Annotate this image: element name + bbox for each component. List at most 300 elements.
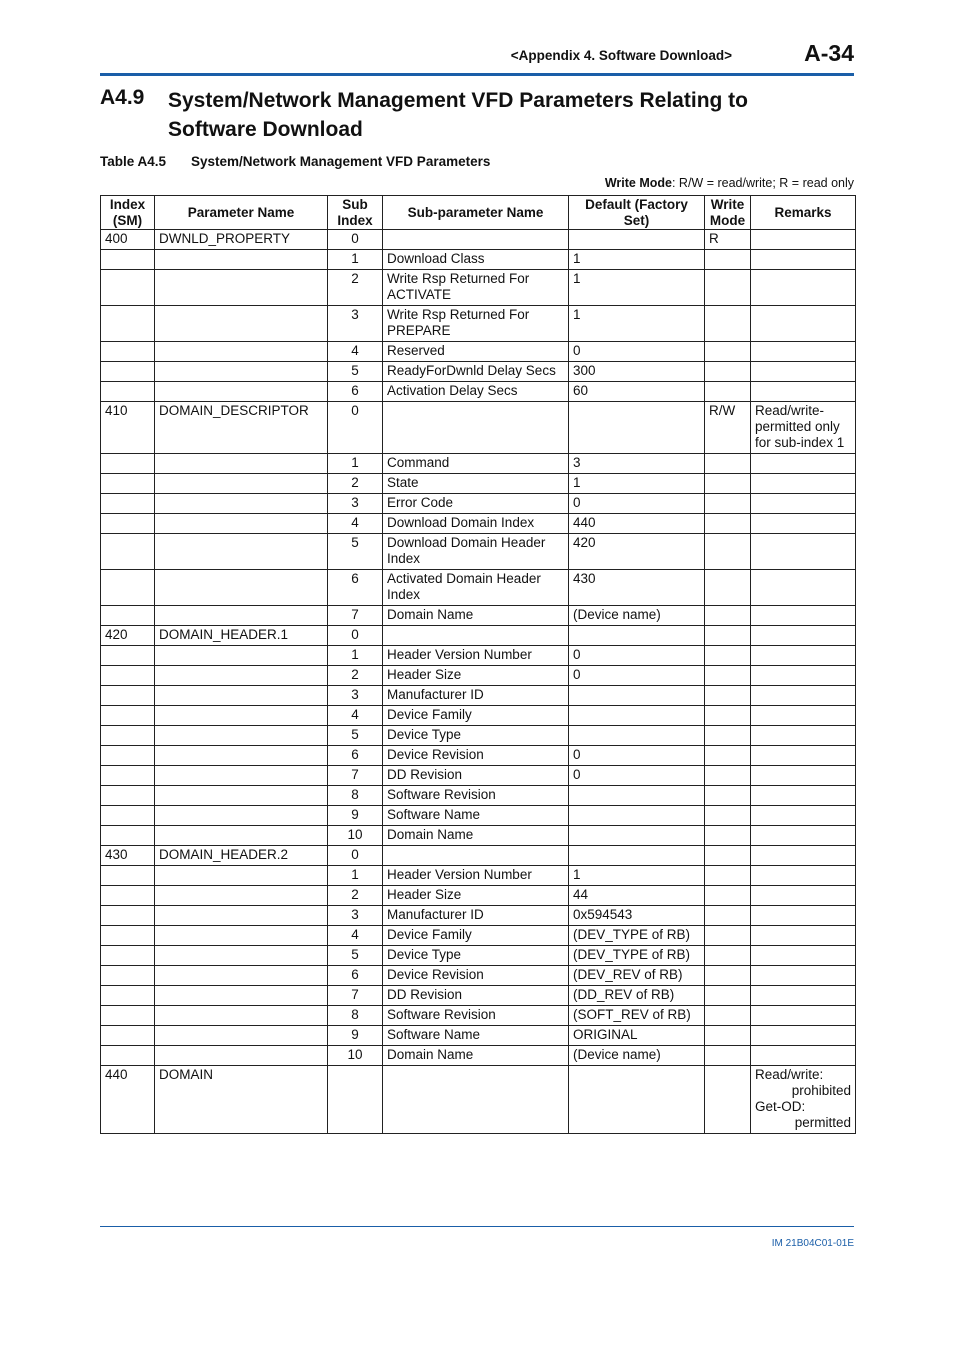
write-mode-cell (705, 454, 751, 474)
index-cell (101, 570, 155, 606)
default-cell (569, 626, 705, 646)
sub-index-cell: 6 (328, 966, 383, 986)
table-row (101, 454, 856, 474)
sub-index-cell: 3 (328, 686, 383, 706)
sub-parameter-name-cell: Download Domain Index (383, 514, 569, 534)
parameter-name-cell (155, 726, 328, 746)
remarks-cell (751, 726, 856, 746)
table-caption (100, 154, 490, 169)
index-cell (101, 806, 155, 826)
table-row (101, 886, 856, 906)
sub-parameter-name-cell: Manufacturer ID (383, 906, 569, 926)
table-row (101, 906, 856, 926)
sub-parameter-name-cell: Device Family (383, 706, 569, 726)
remarks-cell (751, 1046, 856, 1066)
sub-index-cell: 5 (328, 946, 383, 966)
write-mode-note (500, 176, 854, 190)
default-cell (569, 726, 705, 746)
default-cell: ORIGINAL (569, 1026, 705, 1046)
parameter-name-cell: DOMAIN_HEADER.2 (155, 846, 328, 866)
parameter-name-cell (155, 534, 328, 570)
parameter-name-cell: DOMAIN (155, 1066, 328, 1134)
table-row (101, 570, 856, 606)
table-caption-number: Table A4.5 (100, 154, 167, 169)
column-header: Sub Index (328, 196, 383, 230)
remarks-cell (751, 846, 856, 866)
table-row (101, 342, 856, 362)
sub-parameter-name-cell: DD Revision (383, 986, 569, 1006)
index-cell (101, 646, 155, 666)
write-mode-cell (705, 686, 751, 706)
write-mode-cell (705, 666, 751, 686)
table-row (101, 534, 856, 570)
default-cell: 0 (569, 646, 705, 666)
column-header: Write Mode (705, 196, 751, 230)
index-cell: 430 (101, 846, 155, 866)
index-cell (101, 986, 155, 1006)
remarks-cell (751, 270, 856, 306)
write-mode-cell (705, 886, 751, 906)
index-cell (101, 666, 155, 686)
sub-index-cell: 3 (328, 906, 383, 926)
index-cell (101, 514, 155, 534)
index-cell (101, 946, 155, 966)
table-row (101, 746, 856, 766)
default-cell (569, 706, 705, 726)
write-mode-cell (705, 806, 751, 826)
parameter-name-cell: DOMAIN_HEADER.1 (155, 626, 328, 646)
write-mode-cell (705, 534, 751, 570)
sub-index-cell: 1 (328, 454, 383, 474)
sub-parameter-name-cell: DD Revision (383, 766, 569, 786)
index-cell (101, 250, 155, 270)
sub-index-cell: 1 (328, 250, 383, 270)
index-cell (101, 1026, 155, 1046)
table-row (101, 646, 856, 666)
remarks-cell (751, 534, 856, 570)
index-cell (101, 706, 155, 726)
table-row (101, 806, 856, 826)
write-mode-text: : R/W = read/write; R = read only (671, 176, 854, 190)
sub-index-cell: 6 (328, 746, 383, 766)
sub-parameter-name-cell: Software Revision (383, 1006, 569, 1026)
write-mode-cell (705, 250, 751, 270)
sub-parameter-name-cell: Device Family (383, 926, 569, 946)
sub-parameter-name-cell: Reserved (383, 342, 569, 362)
index-cell (101, 454, 155, 474)
index-cell: 440 (101, 1066, 155, 1134)
write-mode-cell (705, 270, 751, 306)
write-mode-cell: R/W (705, 402, 751, 454)
table-row (101, 666, 856, 686)
sub-index-cell: 4 (328, 514, 383, 534)
default-cell (569, 786, 705, 806)
table-row (101, 514, 856, 534)
remarks-cell (751, 382, 856, 402)
write-mode-cell (705, 946, 751, 966)
sub-parameter-name-cell: Header Size (383, 886, 569, 906)
write-mode-cell (705, 474, 751, 494)
parameter-name-cell (155, 646, 328, 666)
write-mode-cell (705, 570, 751, 606)
column-header: Parameter Name (155, 196, 328, 230)
column-header: Index (SM) (101, 196, 155, 230)
index-cell: 410 (101, 402, 155, 454)
parameter-name-cell (155, 606, 328, 626)
write-mode-cell (705, 1026, 751, 1046)
index-cell (101, 926, 155, 946)
remarks-cell (751, 966, 856, 986)
parameter-name-cell (155, 454, 328, 474)
sub-parameter-name-cell: State (383, 474, 569, 494)
sub-parameter-name-cell: Write Rsp Returned For PREPARE (383, 306, 569, 342)
write-mode-cell (705, 826, 751, 846)
section-title: System/Network Management VFD Parameters Relating to Software Download (168, 89, 749, 141)
index-cell (101, 362, 155, 382)
remarks-cell (751, 1026, 856, 1046)
parameter-name-cell (155, 746, 328, 766)
remarks-cell (751, 1006, 856, 1026)
sub-index-cell: 0 (328, 230, 383, 250)
remarks-cell (751, 706, 856, 726)
sub-index-cell: 9 (328, 806, 383, 826)
table-row (101, 726, 856, 746)
remarks-cell (751, 686, 856, 706)
default-cell: 1 (569, 250, 705, 270)
remarks-cell (751, 626, 856, 646)
sub-index-cell: 2 (328, 886, 383, 906)
index-cell (101, 786, 155, 806)
remarks-cell (751, 454, 856, 474)
sub-parameter-name-cell: Domain Name (383, 606, 569, 626)
table-row (101, 382, 856, 402)
remarks-cell (751, 866, 856, 886)
sub-parameter-name-cell: Error Code (383, 494, 569, 514)
default-cell (569, 402, 705, 454)
table-row (101, 270, 856, 306)
remarks-cell (751, 946, 856, 966)
sub-index-cell (328, 1066, 383, 1134)
table-row (101, 946, 856, 966)
write-mode-cell (705, 646, 751, 666)
remarks-cell (751, 362, 856, 382)
default-cell: 1 (569, 866, 705, 886)
parameter-name-cell (155, 342, 328, 362)
parameter-name-cell (155, 906, 328, 926)
default-cell: (DD_REV of RB) (569, 986, 705, 1006)
header-rule (100, 73, 854, 76)
write-mode-cell (705, 706, 751, 726)
sub-parameter-name-cell: Software Revision (383, 786, 569, 806)
write-mode-cell (705, 306, 751, 342)
remarks-line: prohibited (791, 1083, 851, 1098)
parameter-name-cell (155, 494, 328, 514)
parameter-name-cell (155, 270, 328, 306)
index-cell (101, 906, 155, 926)
table-header-row (101, 196, 856, 230)
default-cell: 3 (569, 454, 705, 474)
default-cell: 60 (569, 382, 705, 402)
default-cell: 440 (569, 514, 705, 534)
index-cell (101, 886, 155, 906)
sub-index-cell: 5 (328, 534, 383, 570)
sub-parameter-name-cell: Activated Domain Header Index (383, 570, 569, 606)
write-mode-cell (705, 766, 751, 786)
parameter-name-cell: DWNLD_PROPERTY (155, 230, 328, 250)
sub-parameter-name-cell: Download Class (383, 250, 569, 270)
remarks-line: Get-OD: (755, 1099, 806, 1114)
sub-parameter-name-cell: Device Type (383, 946, 569, 966)
index-cell (101, 686, 155, 706)
table-row (101, 966, 856, 986)
sub-index-cell: 5 (328, 726, 383, 746)
index-cell (101, 306, 155, 342)
write-mode-cell (705, 866, 751, 886)
sub-index-cell: 6 (328, 570, 383, 606)
sub-parameter-name-cell: Domain Name (383, 1046, 569, 1066)
parameter-name-cell (155, 666, 328, 686)
parameter-name-cell (155, 886, 328, 906)
sub-parameter-name-cell: Header Size (383, 666, 569, 686)
remarks-cell (751, 646, 856, 666)
sub-parameter-name-cell: Software Name (383, 1026, 569, 1046)
footer-doc-id: IM 21B04C01-01E (771, 1238, 854, 1249)
sub-index-cell: 4 (328, 342, 383, 362)
table-row (101, 846, 856, 866)
sub-index-cell: 3 (328, 306, 383, 342)
remarks-cell (751, 766, 856, 786)
default-cell (569, 846, 705, 866)
table-row (101, 362, 856, 382)
parameter-name-cell (155, 706, 328, 726)
sub-index-cell: 6 (328, 382, 383, 402)
remarks-cell (751, 666, 856, 686)
remarks-cell (751, 886, 856, 906)
remarks-cell (751, 570, 856, 606)
write-mode-cell (705, 726, 751, 746)
write-mode-cell (705, 342, 751, 362)
sub-parameter-name-cell (383, 626, 569, 646)
index-cell (101, 966, 155, 986)
default-cell: 0 (569, 766, 705, 786)
parameter-name-cell (155, 926, 328, 946)
default-cell: 1 (569, 270, 705, 306)
section-number: A4.9 (100, 86, 145, 109)
write-mode-cell (705, 382, 751, 402)
parameter-name-cell (155, 1046, 328, 1066)
remarks-cell (751, 306, 856, 342)
footer-rule (100, 1226, 854, 1227)
table-row (101, 706, 856, 726)
table-row (101, 826, 856, 846)
default-cell (569, 686, 705, 706)
sub-parameter-name-cell (383, 402, 569, 454)
table-caption-title: System/Network Management VFD Parameters (191, 154, 491, 169)
sub-parameter-name-cell (383, 230, 569, 250)
sub-parameter-name-cell: Manufacturer ID (383, 686, 569, 706)
remarks-cell (751, 786, 856, 806)
write-mode-cell (705, 626, 751, 646)
sub-parameter-name-cell: ReadyForDwnld Delay Secs (383, 362, 569, 382)
write-mode-cell (705, 906, 751, 926)
default-cell (569, 1066, 705, 1134)
remarks-cell (751, 606, 856, 626)
sub-index-cell: 0 (328, 846, 383, 866)
index-cell (101, 1006, 155, 1026)
write-mode-cell (705, 1046, 751, 1066)
remarks-line: permitted (794, 1115, 851, 1130)
default-cell: 0 (569, 666, 705, 686)
write-mode-cell (705, 1066, 751, 1134)
sub-index-cell: 4 (328, 926, 383, 946)
default-cell (569, 806, 705, 826)
write-mode-cell (705, 846, 751, 866)
default-cell (569, 230, 705, 250)
sub-parameter-name-cell: Software Name (383, 806, 569, 826)
write-mode-cell (705, 514, 751, 534)
sub-index-cell: 8 (328, 1006, 383, 1026)
parameter-name-cell (155, 1006, 328, 1026)
default-cell: 430 (569, 570, 705, 606)
table-row (101, 1066, 856, 1134)
parameter-name-cell (155, 250, 328, 270)
sub-parameter-name-cell: Command (383, 454, 569, 474)
default-cell: 1 (569, 474, 705, 494)
header-section-ref: <Appendix 4. Software Download> (510, 48, 732, 63)
sub-index-cell: 1 (328, 866, 383, 886)
table-row (101, 1026, 856, 1046)
table-row (101, 1046, 856, 1066)
sub-parameter-name-cell: Header Version Number (383, 866, 569, 886)
parameter-name-cell (155, 306, 328, 342)
remarks-cell (751, 1066, 856, 1134)
remarks-cell (751, 342, 856, 362)
table-row (101, 494, 856, 514)
sub-index-cell: 1 (328, 646, 383, 666)
sub-index-cell: 7 (328, 766, 383, 786)
remarks-cell (751, 494, 856, 514)
sub-index-cell: 8 (328, 786, 383, 806)
parameter-name-cell (155, 514, 328, 534)
default-cell: 44 (569, 886, 705, 906)
parameter-name-cell (155, 362, 328, 382)
remarks-cell: Read/write-permitted only for sub-index 1 (751, 402, 856, 454)
index-cell (101, 1046, 155, 1066)
remarks-cell (751, 906, 856, 926)
default-cell: 0 (569, 746, 705, 766)
column-header: Remarks (751, 196, 856, 230)
sub-index-cell: 10 (328, 826, 383, 846)
sub-parameter-name-cell: Device Revision (383, 966, 569, 986)
sub-parameter-name-cell: Domain Name (383, 826, 569, 846)
column-header: Default (Factory Set) (569, 196, 705, 230)
remarks-cell (751, 514, 856, 534)
sub-parameter-name-cell: Activation Delay Secs (383, 382, 569, 402)
index-cell (101, 726, 155, 746)
sub-index-cell: 7 (328, 606, 383, 626)
page-number: A-34 (804, 40, 854, 66)
sub-parameter-name-cell (383, 846, 569, 866)
table-row (101, 866, 856, 886)
sub-index-cell: 2 (328, 666, 383, 686)
parameter-name-cell: DOMAIN_DESCRIPTOR (155, 402, 328, 454)
index-cell: 400 (101, 230, 155, 250)
default-cell: (DEV_TYPE of RB) (569, 926, 705, 946)
table-row (101, 606, 856, 626)
default-cell: (DEV_TYPE of RB) (569, 946, 705, 966)
sub-index-cell: 0 (328, 402, 383, 454)
write-mode-cell (705, 746, 751, 766)
table-row (101, 1006, 856, 1026)
sub-index-cell: 2 (328, 474, 383, 494)
parameter-name-cell (155, 826, 328, 846)
table-row (101, 250, 856, 270)
table-row (101, 402, 856, 454)
sub-index-cell: 3 (328, 494, 383, 514)
index-cell (101, 746, 155, 766)
default-cell: (SOFT_REV of RB) (569, 1006, 705, 1026)
index-cell (101, 270, 155, 306)
table-row (101, 926, 856, 946)
write-mode-cell (705, 1006, 751, 1026)
parameter-name-cell (155, 806, 328, 826)
table-row (101, 686, 856, 706)
write-mode-cell: R (705, 230, 751, 250)
remarks-line: Read/write: (755, 1067, 824, 1082)
parameter-name-cell (155, 866, 328, 886)
index-cell (101, 766, 155, 786)
remarks-cell (751, 826, 856, 846)
default-cell: 0 (569, 342, 705, 362)
sub-parameter-name-cell: Write Rsp Returned For ACTIVATE (383, 270, 569, 306)
table-row (101, 230, 856, 250)
sub-parameter-name-cell: Header Version Number (383, 646, 569, 666)
default-cell: 0 (569, 494, 705, 514)
index-cell (101, 382, 155, 402)
table-row (101, 474, 856, 494)
write-mode-cell (705, 606, 751, 626)
default-cell: (Device name) (569, 606, 705, 626)
default-cell: 300 (569, 362, 705, 382)
parameter-table (100, 195, 856, 1134)
column-header: Sub-parameter Name (383, 196, 569, 230)
index-cell (101, 494, 155, 514)
default-cell: 420 (569, 534, 705, 570)
write-mode-cell (705, 926, 751, 946)
parameter-name-cell (155, 474, 328, 494)
sub-parameter-name-cell: Download Domain Header Index (383, 534, 569, 570)
sub-index-cell: 0 (328, 626, 383, 646)
sub-parameter-name-cell: Device Revision (383, 746, 569, 766)
write-mode-cell (705, 986, 751, 1006)
sub-index-cell: 9 (328, 1026, 383, 1046)
remarks-cell (751, 474, 856, 494)
index-cell (101, 866, 155, 886)
sub-index-cell: 2 (328, 270, 383, 306)
write-mode-cell (705, 362, 751, 382)
default-cell: 1 (569, 306, 705, 342)
index-cell (101, 606, 155, 626)
default-cell (569, 826, 705, 846)
parameter-name-cell (155, 382, 328, 402)
sub-parameter-name-cell (383, 1066, 569, 1134)
default-cell: (DEV_REV of RB) (569, 966, 705, 986)
default-cell: 0x594543 (569, 906, 705, 926)
remarks-cell (751, 926, 856, 946)
write-mode-cell (705, 494, 751, 514)
index-cell (101, 342, 155, 362)
sub-index-cell: 5 (328, 362, 383, 382)
